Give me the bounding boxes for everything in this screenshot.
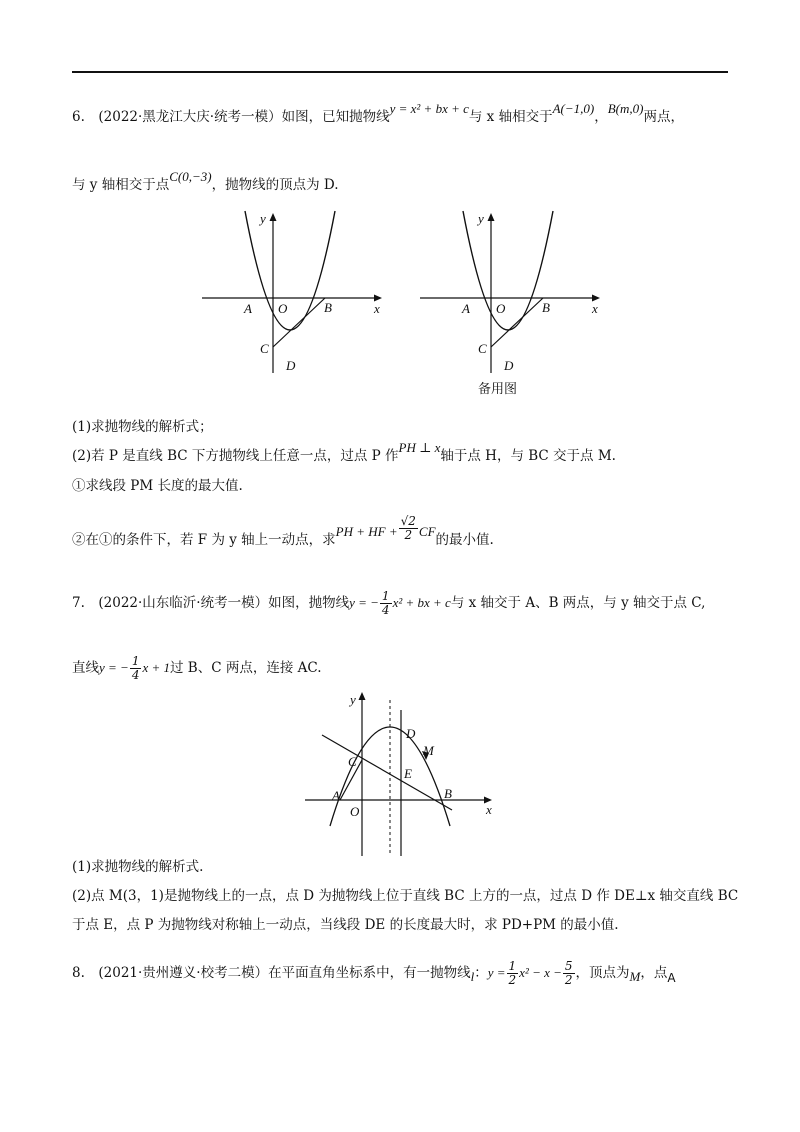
q6-sum-eq: PH + HF + [335,524,398,539]
q6-spare-label-x: x [592,301,598,316]
q6-label-x: x [374,301,380,316]
q6-line-2: 与 y 轴相交于点C(0,−3)，抛物线的顶点为 D. [72,169,339,193]
q6-point-b: B(m,0) [607,101,644,116]
q6-sub-2: ②在①的条件下，若 F 为 y 轴上一动点，求PH + HF + $\frac{√2}{2}$ CF的最小值. [72,514,494,548]
header-rule [72,71,728,73]
q6-figure-spare [418,205,608,375]
q6-root2-fraction: $\frac{√2}{2}$ [400,514,416,542]
q6-label-y: y [260,211,266,226]
q6-spare-label-b: B [542,300,550,315]
q7-label-x: x [486,802,492,817]
q6-equation: y = x² + bx + c [389,101,469,116]
q7-part-2-line-1: (2)点 M(3，1)是抛物线上的一点，点 D 为抛物线上位于直线 BC 上方的一点，过点 D 作 DE⊥x 轴交直线 BC [72,888,739,904]
q6-line-1: 6. (2022·黑龙江大庆·统考一模）如图，已知抛物线y = x² + bx + c与 x 轴相交于A(−1,0)，B(m,0)两点， [72,101,684,125]
q7-line-fraction: $\frac{1}{4}$ [131,654,140,682]
q6-spare-label-c: C [478,341,487,356]
q6-figure-main [200,205,390,375]
q6-part-1: (1)求抛物线的解析式； [72,419,213,435]
q6-figure-caption: 备用图 [478,382,518,397]
q6-point-a: A(−1,0) [552,101,595,116]
q7-label-c: C [348,754,357,769]
q7-label-b: B [444,786,452,801]
q7-label-m: M [423,743,434,758]
q7-line-1: 7. (2022·山东临沂·统考一模）如图，抛物线y = − $\frac{1}{4}$ x² + bx + c与 x 轴交于 A、B 两点，与 y 轴交于点 C, [72,589,706,617]
q7-figure [300,688,500,860]
q8-half-fraction: $\frac{1}{2}$ [508,959,517,987]
q6-label-o: O [278,301,288,316]
q6-label-c: C [260,341,269,356]
q6-label-b: B [324,300,332,315]
q7-label-o: O [350,804,360,819]
q6-sub-1: ①求线段 PM 长度的最大值. [72,478,243,494]
q6-spare-label-y: y [478,211,484,226]
q8-line-1: 8. (2021·贵州遵义·校考二模）在平面直角坐标系中，有一抛物线l：y = $\frac{1}{2}$ x² − x − $\frac{5}{2}$ ，顶点为M，点A [72,959,676,987]
q7-label-e: E [404,766,412,781]
q7-part-1: (1)求抛物线的解析式. [72,859,204,875]
q6-point-c: C(0,−3) [169,169,212,184]
q6-label-a: A [244,301,252,316]
q7-label-y: y [350,692,356,707]
q7-quarter-fraction: $\frac{1}{4}$ [381,589,390,617]
q6-perp-eq: PH ⊥ x [398,440,441,455]
q6-label-d: D [286,358,296,373]
q7-label-d: D [406,726,416,741]
q6-spare-label-o: O [496,301,506,316]
q7-part-2-line-2: 于点 E，点 P 为抛物线对称轴上一动点，当线段 DE 的长度最大时，求 PD+PM 的最小值. [72,917,619,933]
q7-label-a: A [332,788,340,803]
q7-line-2: 直线y = − $\frac{1}{4}$ x + 1过 B、C 两点，连接 AC. [72,654,322,682]
q8-five-halves-fraction: $\frac{5}{2}$ [564,959,573,987]
q6-spare-label-d: D [504,358,514,373]
q6-part-2: (2)若 P 是直线 BC 下方抛物线上任意一点，过点 P 作PH ⊥ x轴于点 H，与 BC 交于点 M. [72,440,616,464]
q6-spare-label-a: A [462,301,470,316]
